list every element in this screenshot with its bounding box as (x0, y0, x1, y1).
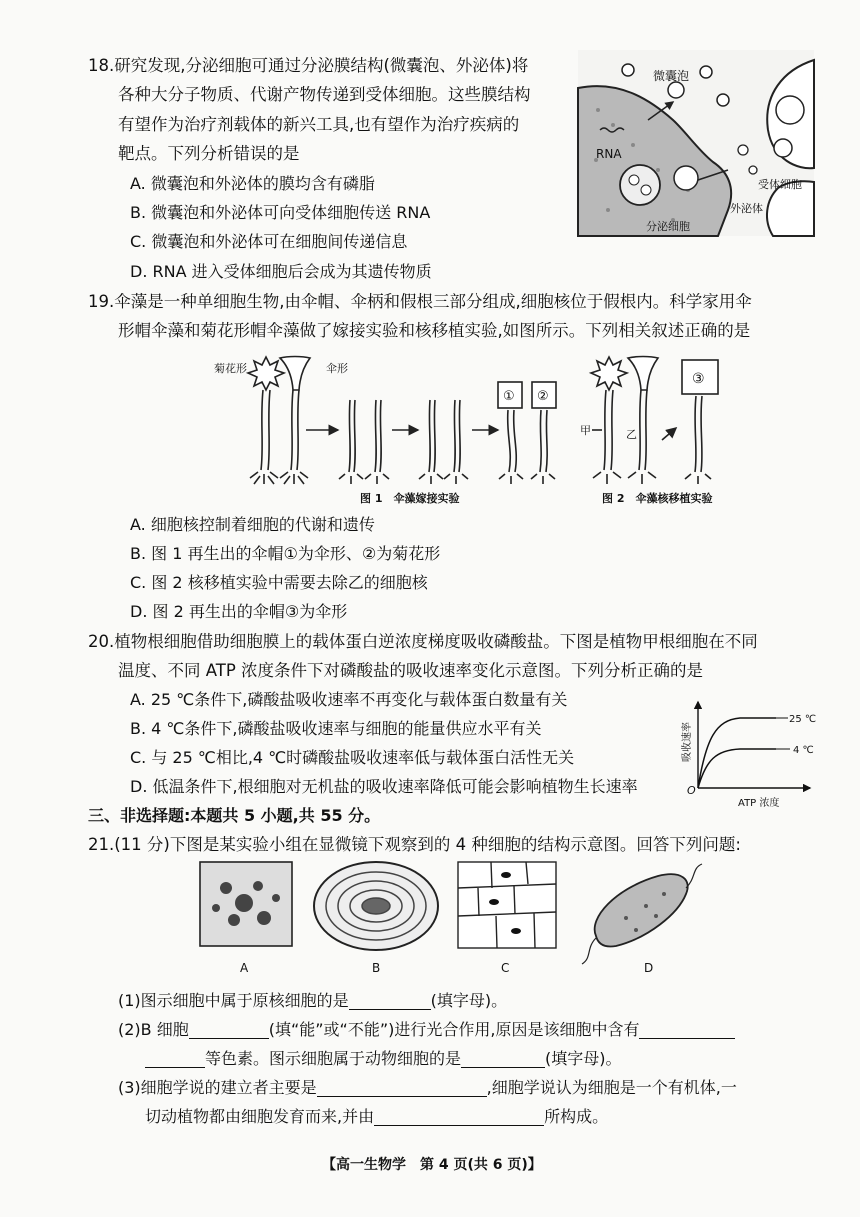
q19-option-a: A. 细胞核控制着细胞的代谢和遗传 (130, 515, 375, 534)
rna-label: RNA (596, 147, 622, 161)
box-2-label: ② (537, 389, 549, 404)
q21-part-2-cont (145, 1046, 622, 1072)
acetabularia-figure (214, 350, 750, 510)
q20-option-c: C. 与 25 ℃相比,4 ℃时磷酸盐吸收速率低与载体蛋白活性无关 (130, 748, 575, 767)
q21-part-2-text-3: 等色素。图示细胞属于动物细胞的是 (205, 1049, 462, 1068)
chrysanthemum-label: 菊花形 (214, 362, 247, 375)
q21-part-1 (118, 988, 507, 1014)
q21-part-3-cont (145, 1104, 608, 1130)
receptor-cell-label: 受体细胞 (758, 178, 802, 191)
q18-line-1: 18.研究发现,分泌细胞可通过分泌膜结构(微囊泡、外泌体)将 (88, 56, 529, 75)
q18-option-c: C. 微囊泡和外泌体可在细胞间传递信息 (130, 232, 408, 251)
box-3-label: ③ (692, 371, 705, 387)
q21-stem: 21.(11 分)下图是某实验小组在显微镜下观察到的 4 种细胞的结构示意图。回答下列问题: (88, 835, 741, 854)
q21-part-3-text-3: 切动植物都由细胞发育而来,并由 (145, 1107, 375, 1126)
box-1-label: ① (503, 389, 515, 404)
answer-blank-6[interactable] (317, 1078, 487, 1097)
cell-d (582, 864, 702, 964)
label-25c: 25 ℃ (789, 714, 817, 725)
page-footer: 【高一生物学 第 4 页(共 6 页)】 (322, 1157, 542, 1173)
q21-part-3-text-2: ,细胞学说认为细胞是一个有机体,一 (486, 1078, 737, 1097)
q19-option-c: C. 图 2 核移植实验中需要去除乙的细胞核 (130, 573, 428, 592)
yi-label: 乙 (626, 428, 637, 441)
q20-line-1: 20.植物根细胞借助细胞膜上的载体蛋白逆浓度梯度吸收磷酸盐。下图是植物甲根细胞在不同 (88, 632, 758, 651)
q19-option-d: D. 图 2 再生出的伞帽③为伞形 (130, 602, 348, 621)
answer-blank-1[interactable] (349, 991, 431, 1010)
q21-part-3-text: (3)细胞学说的建立者主要是 (118, 1078, 317, 1097)
answer-blank-2[interactable] (189, 1020, 269, 1039)
cell-c-label: C (501, 961, 510, 975)
q20-option-a: A. 25 ℃条件下,磷酸盐吸收速率不再变化与载体蛋白数量有关 (130, 690, 568, 709)
q21-part-2-text-2: (填“能”或“不能”)进行光合作用,原因是该细胞中含有 (268, 1020, 640, 1039)
q18-option-b: B. 微囊泡和外泌体可向受体细胞传送 RNA (130, 203, 431, 222)
q21-part-2-text: (2)B 细胞 (118, 1020, 189, 1039)
q18-line-3: 有望作为治疗剂载体的新兴工具,也有望作为治疗疾病的 (118, 115, 520, 134)
q21-part-2-suffix: (填字母)。 (545, 1049, 622, 1068)
vesicle-figure (578, 50, 814, 236)
q18-option-d: D. RNA 进入受体细胞后会成为其遗传物质 (130, 262, 432, 281)
q18-option-a: A. 微囊泡和外泌体的膜均含有磷脂 (130, 174, 375, 193)
q20-line-2: 温度、不同 ATP 浓度条件下对磷酸盐的吸收速率变化示意图。下列分析正确的是 (118, 661, 704, 680)
exosome-label: 外泌体 (730, 202, 763, 215)
q21-part-2 (118, 1017, 735, 1043)
absorption-rate-graph (676, 698, 830, 810)
origin-label: O (687, 784, 696, 797)
q19-option-b: B. 图 1 再生出的伞帽①为伞形、②为菊花形 (130, 544, 441, 563)
answer-blank-4[interactable] (145, 1049, 205, 1068)
section-3-heading: 三、非选择题:本题共 5 小题,共 55 分。 (88, 806, 381, 825)
x-axis-label: ATP 浓度 (738, 798, 780, 809)
microvesicle-label: 微囊泡 (653, 69, 690, 83)
cell-a-label: A (240, 961, 249, 975)
four-cells-figure (196, 858, 718, 978)
q18-line-4: 靶点。下列分析错误的是 (118, 144, 300, 163)
figure-1-caption: 图 1 伞藻嫁接实验 (360, 492, 460, 505)
q21-part-3 (118, 1075, 737, 1101)
answer-blank-5[interactable] (461, 1049, 545, 1068)
cell-d-label: D (644, 961, 654, 975)
y-axis-label: 吸收速率 (682, 722, 693, 762)
curve-25c (698, 718, 776, 788)
q20-option-b: B. 4 ℃条件下,磷酸盐吸收速率与细胞的能量供应水平有关 (130, 719, 542, 738)
q21-part-1-text: (1)图示细胞中属于原核细胞的是 (118, 991, 349, 1010)
umbrella-label: 伞形 (326, 362, 348, 375)
q21-part-3-suffix: 所构成。 (544, 1107, 609, 1126)
q19-line-1: 19.伞藻是一种单细胞生物,由伞帽、伞柄和假根三部分组成,细胞核位于假根内。科学家用伞 (88, 292, 752, 311)
secretory-cell-label: 分泌细胞 (646, 220, 690, 233)
cell-b-label: B (372, 961, 381, 975)
jia-label: 甲 (580, 424, 591, 437)
answer-blank-7[interactable] (374, 1107, 544, 1126)
cell-b (314, 862, 438, 950)
label-4c: 4 ℃ (793, 745, 814, 756)
q18-line-2: 各种大分子物质、代谢产物传递到受体细胞。这些膜结构 (118, 85, 531, 104)
figure-2-caption: 图 2 伞藻核移植实验 (602, 492, 713, 505)
answer-blank-3[interactable] (639, 1020, 735, 1039)
curve-4c (698, 749, 776, 788)
q20-option-d: D. 低温条件下,根细胞对无机盐的吸收速率降低可能会影响植物生长速率 (130, 777, 638, 796)
q21-part-1-suffix: (填字母)。 (430, 991, 508, 1010)
q19-line-2: 形帽伞藻和菊花形帽伞藻做了嫁接实验和核移植实验,如图所示。下列相关叙述正确的是 (118, 321, 751, 340)
